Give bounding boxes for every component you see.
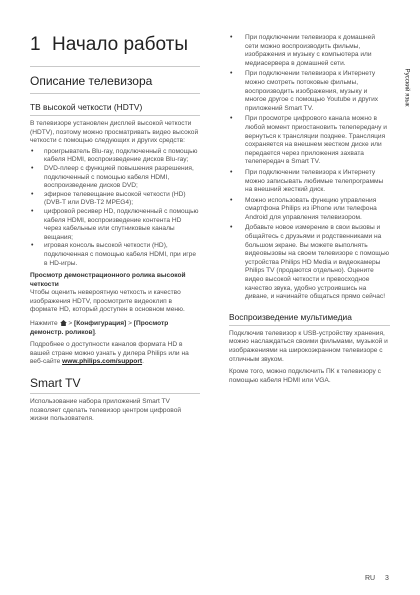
section-title: Описание телевизора — [30, 74, 153, 88]
footer-language: RU — [365, 575, 376, 582]
philips-support-link[interactable]: www.philips.com/support — [62, 358, 143, 366]
hdtv-heading: ТВ высокой четкости (HDTV) — [30, 102, 143, 112]
language-side-tab — [400, 46, 414, 146]
list-item: • Добавьте новое измерение в свои вызовы и общайтесь с друзьями и родственниками на большом экране. Вы можете выполнять видеовызовы на своем телевизоре с помощью устройства Philips HD Media и видеокамеры Philips TV (продаются отдельно). Оцените видео высокой четкости и превосходное качество звука, удобно устроившись на диване, и начинайте общаться прямо сейчас! — [229, 224, 390, 301]
chapter-title-text: Начало работы — [52, 34, 189, 55]
period: . — [94, 328, 97, 336]
chapter-rule — [30, 66, 200, 67]
list-item: • При подключении телевизора к Интернету можно записывать любимые телепрограммы на внешний жесткий диск. — [229, 169, 390, 195]
demo-menu-label: [Просмотр демонстр. роликов] — [30, 320, 169, 336]
multimedia-text-2: Кроме того, можно подключить ПК к телевизору с помощью кабеля HDMI или VGA. — [229, 368, 381, 384]
list-item: • При подключении телевизора к Интернету можно смотреть потоковые фильмы, воспроизводить изображения, музыку и многое другое с помощью Youtube и других приложений Smart TV. — [229, 70, 390, 113]
smart-tv-feature-list — [229, 34, 390, 302]
menu-separator: > — [126, 320, 132, 328]
list-item: • При просмотре цифрового канала можно в любой момент приостановить телепередачу и вернуться к трансляции позднее. Трансляция сохраняется на внешнем жестком диске или передается через приложения захвата телепередач в Smart TV. — [229, 115, 390, 167]
smart-tv-heading: Smart TV — [30, 376, 81, 391]
press-label: Нажмите — [30, 320, 58, 328]
multimedia-heading: Воспроизведение мультимедиа — [229, 311, 352, 322]
chapter-number: 1 — [30, 34, 41, 55]
multimedia-rule — [229, 325, 390, 326]
smart-tv-rule — [30, 393, 200, 394]
page-number: 3 — [385, 575, 389, 582]
list-item: • цифровой ресивер HD, подключенный с помощью кабеля HDMI, воспроизведение контента HD через кабельные или спутниковые каналы вещания; — [30, 208, 200, 242]
hdtv-source-list — [30, 148, 200, 268]
right-column — [229, 34, 390, 385]
demo-instructions — [30, 319, 200, 337]
list-item: • DVD-плеер с функцией повышения разрешения, подключенный с помощью кабеля HDMI, воспроизведение дисков DVD; — [30, 165, 200, 191]
demo-heading: Просмотр демонстрационного ролика высокой четкости — [30, 272, 186, 288]
hd-availability-text — [30, 341, 200, 367]
more-info-text: Подробнее о доступности каналов формата HD в вашей стране можно узнать у дилера Philips или на веб-сайте — [30, 341, 189, 366]
smart-tv-text: Использование набора приложений Smart TV позволяет сделать телевизор центром цифровой жизни пользователя. — [30, 398, 182, 423]
side-tab-label: Русский язык — [403, 68, 411, 107]
hdtv-intro: В телевизоре установлен дисплей высокой четкости (HDTV), поэтому можно просматривать видео высокой четкости с помощью следующих и других средств: — [30, 120, 199, 145]
list-item: • эфирное телевещание высокой четкости (HD) (DVB-T или DVB-T2 MPEG4); — [30, 191, 200, 208]
link-period: . — [142, 358, 144, 366]
config-menu-label: [Конфигурация] — [74, 320, 127, 328]
section-rule — [30, 93, 200, 94]
list-item: • проигрыватель Blu-ray, подключенный с помощью кабеля HDMI, воспроизведение дисков Blu-ray; — [30, 148, 200, 165]
list-item: • игровая консоль высокой четкости (HD), подключенная с помощью кабеля HDMI, при игре в HD-игры. — [30, 242, 200, 268]
left-column — [30, 34, 200, 424]
demo-text: Чтобы оценить невероятную четкость и качество изображения HDTV, просмотрите видеоклип в формате HD, который доступен в основном меню. — [30, 289, 185, 314]
home-icon — [60, 320, 67, 326]
hdtv-rule — [30, 115, 200, 116]
list-item: • При подключении телевизора к домашней сети можно воспроизводить фильмы, изображения и музыку с компьютера или медиасервера в домашней сети. — [229, 34, 390, 68]
multimedia-text-1: Подключив телевизор к USB-устройству хранения, можно наслаждаться своими фильмами, музыкой и изображениями на широкоэкранном телевизоре с отличным звуком. — [229, 329, 388, 363]
list-item: • Можно использовать функцию управления смартфона Philips из iPhone или телефона Android для управления телевизором. — [229, 197, 390, 223]
menu-separator: > — [66, 320, 75, 328]
chapter-title — [30, 34, 200, 56]
